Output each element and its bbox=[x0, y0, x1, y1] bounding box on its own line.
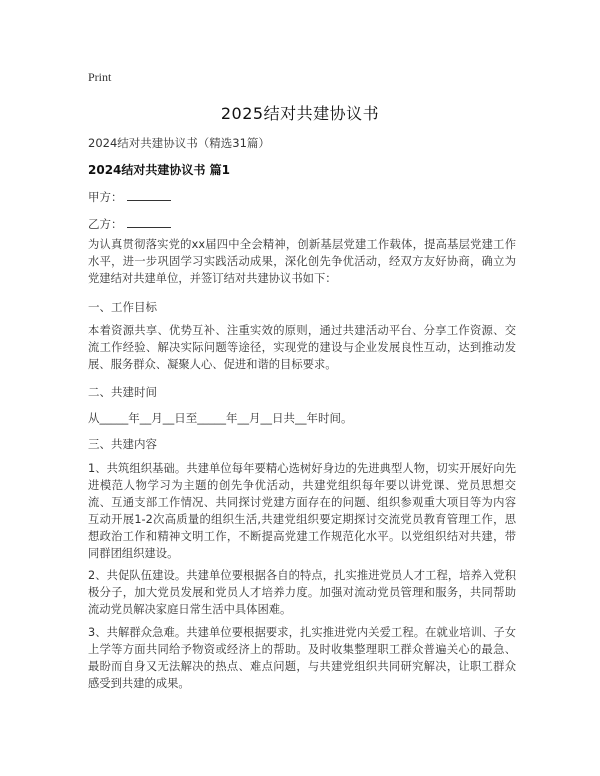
content-item-3: 3、共解群众急难。共建单位要根据要求，扎实推进党内关爱工程。在就业培训、子女上学等方面共同给予物资或经济上的帮助。及时收集整理职工群众普遍关心的最急、最盼而自身又无法解决的热点、难点问题，与共建党组织共同研究解决，让职工群众感受到共建的成果。 bbox=[88, 626, 516, 690]
section-heading: 2024结对共建协议书 篇1 bbox=[88, 163, 230, 177]
time-line: 从_____年__月__日至_____年__月__日共__年时间。 bbox=[88, 411, 353, 425]
party-a-field bbox=[88, 188, 171, 205]
intro-paragraph: 为认真贯彻落实党的xx届四中全会精神，创新基层党建工作载体，提高基层党建工作水平，进一步巩固学习实践活动成果，深化创先争优活动，经双方友好协商，确立为党建结对共建单位，并签订结对共建协议书如下： bbox=[88, 238, 516, 285]
goal-paragraph: 本着资源共享、优势互补、注重实效的原则，通过共建活动平台、分享工作资源、交流工作经验、解决实际问题等途径，实现党的建设与企业发展良性互动，达到推动发展、服务群众、凝聚人心、促进和谐的目标要求。 bbox=[88, 324, 516, 371]
party-a-blank bbox=[127, 188, 171, 201]
heading-work-goal: 一、工作目标 bbox=[88, 300, 157, 314]
content-item-1: 1、共筑组织基础。共建单位每年要精心选树好身边的先进典型人物，切实开展好向先进模范人物学习为主题的创先争优活动，共建党组织每年要以讲党课、党员思想交流、互通支部工作情况、共同探讨党建方面存在的问题、组织参观重大项目等为内容互动开展1-2次高质量的组织生活,共建党组织要定期探讨交流党员教育管理工作，思想政治工作和精神文明工作，不断提高党建工作规范化水平。以党组织结对共建，带同群团组织建设。 bbox=[88, 462, 516, 560]
document-title: 2025结对共建协议书 bbox=[220, 104, 380, 123]
print-label[interactable]: Print bbox=[88, 70, 112, 84]
document-subtitle: 2024结对共建协议书（精选31篇） bbox=[88, 136, 270, 150]
heading-content: 三、共建内容 bbox=[88, 437, 157, 451]
party-b-blank bbox=[127, 215, 171, 228]
party-b-label: 乙方： bbox=[88, 217, 123, 231]
party-b-field bbox=[88, 215, 171, 232]
party-a-label: 甲方： bbox=[88, 190, 123, 204]
heading-time: 二、共建时间 bbox=[88, 385, 157, 399]
content-item-2: 2、共促队伍建设。共建单位要根据各自的特点，扎实推进党员人才工程，培养入党积极分子，加大党员发展和党员人才培养力度。加强对流动党员管理和服务，共同帮助流动党员解决家庭日常生活中具体困难。 bbox=[88, 569, 516, 616]
